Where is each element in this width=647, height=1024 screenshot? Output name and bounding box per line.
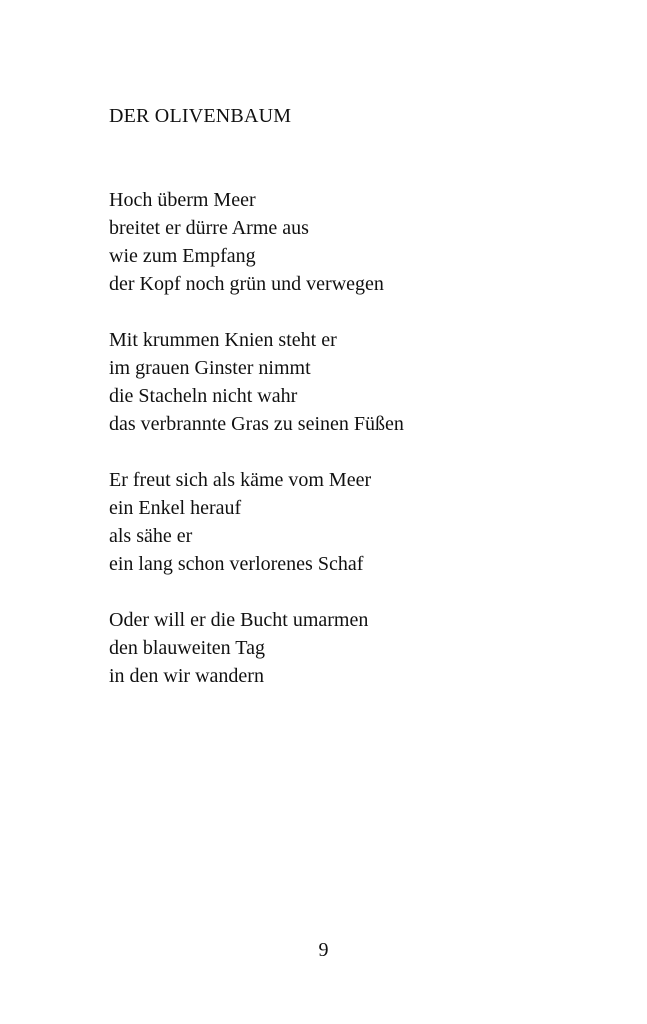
poem-body — [109, 186, 404, 718]
stanza-4 — [109, 606, 404, 690]
poem-line: breitet er dürre Arme aus — [109, 217, 309, 239]
poem-line: die Stacheln nicht wahr — [109, 385, 298, 407]
poem-line: in den wir wandern — [109, 665, 264, 687]
poem-line: den blauweiten Tag — [109, 637, 265, 659]
poem-line: Oder will er die Bucht umarmen — [109, 609, 369, 631]
stanza-2 — [109, 326, 404, 438]
poem-line: im grauen Ginster nimmt — [109, 357, 311, 379]
poem-title: DER OLIVENBAUM — [109, 105, 292, 127]
poem-line: ein lang schon verlorenes Schaf — [109, 553, 364, 575]
poem-line: ein Enkel herauf — [109, 497, 242, 519]
poem-line: das verbrannte Gras zu seinen Füßen — [109, 413, 404, 435]
stanza-3 — [109, 466, 404, 578]
poem-line: Er freut sich als käme vom Meer — [109, 469, 372, 491]
poem-line: Hoch überm Meer — [109, 189, 256, 211]
stanza-1 — [109, 186, 404, 298]
poem-line: der Kopf noch grün und verwegen — [109, 273, 384, 295]
poem-line: Mit krummen Knien steht er — [109, 329, 337, 351]
page-number: 9 — [318, 939, 329, 961]
poem-line: wie zum Empfang — [109, 245, 256, 267]
poem-line: als sähe er — [109, 525, 193, 547]
